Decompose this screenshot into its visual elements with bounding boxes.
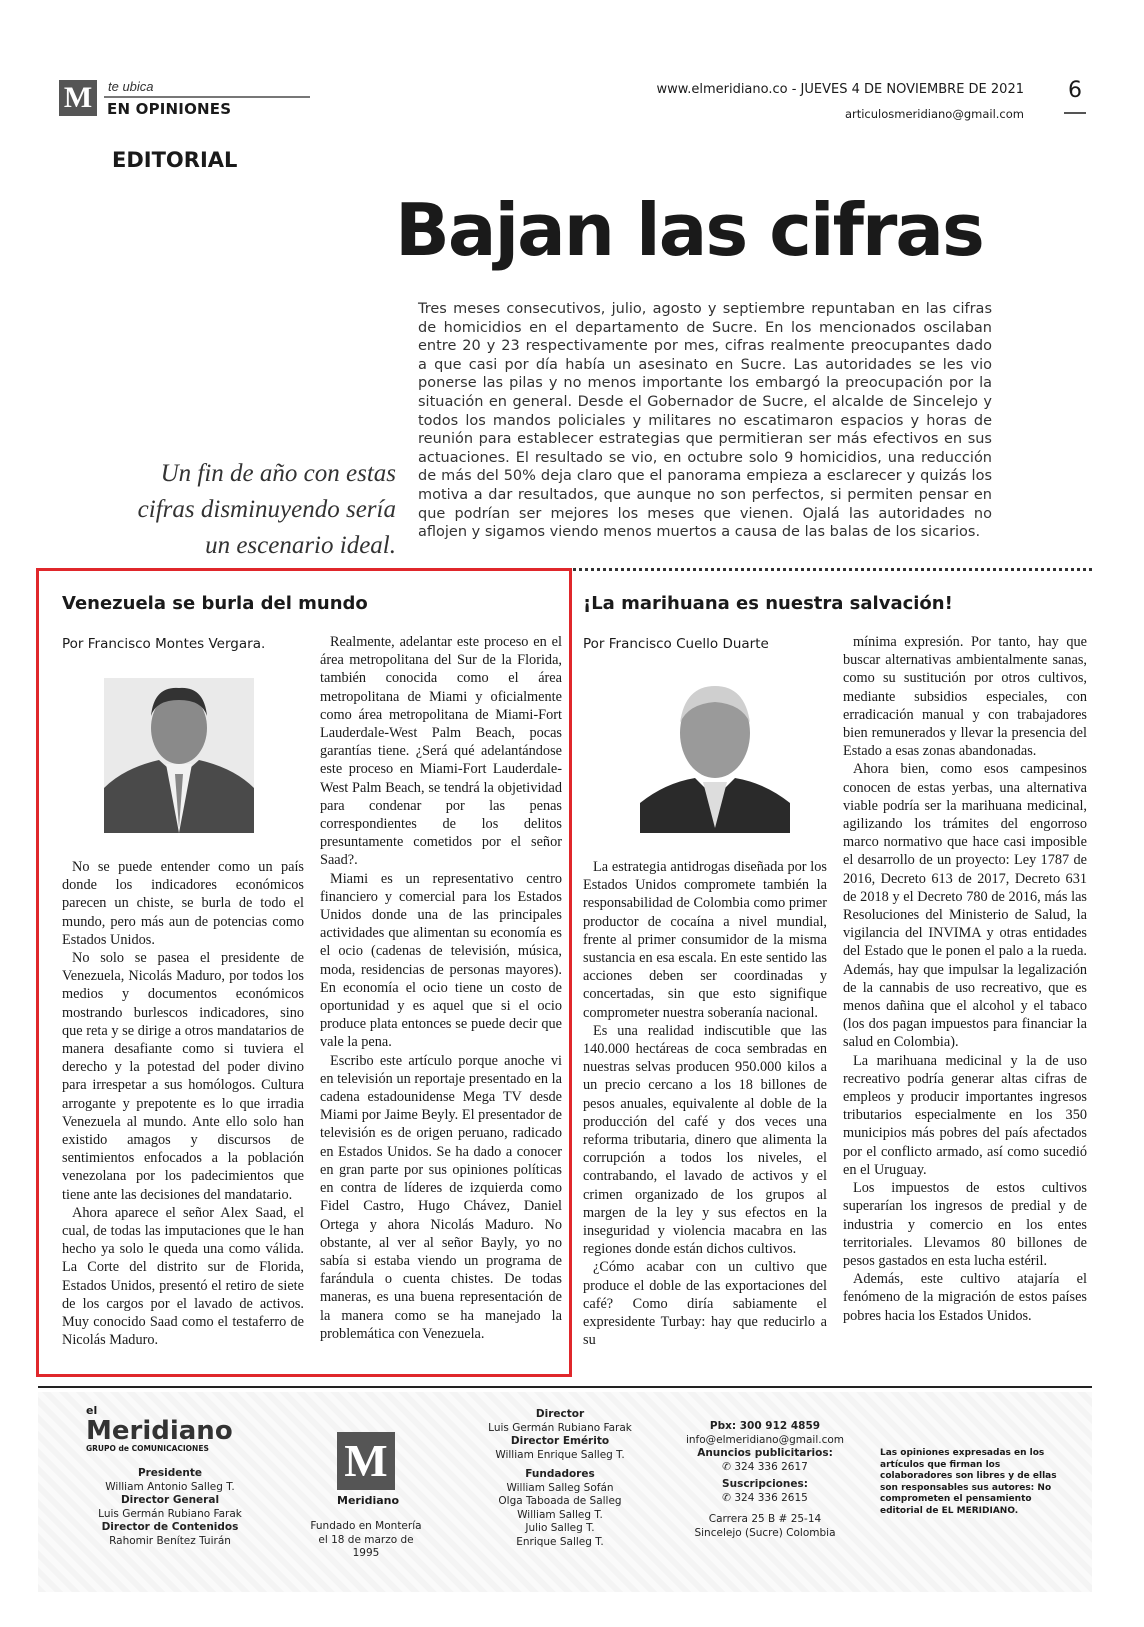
director-emerito: William Enrique Salleg T. — [495, 1448, 625, 1461]
paragraph: No se puede entender como un país donde los indicadores económicos parecen un chiste, se burla de todo el mundo, pero más aun de potencias como Estados Unidos. — [62, 859, 304, 948]
paragraph: Escribo este artículo porque anoche vi en televisión un reportaje presentado en la cadena estadounidense Mega TV desde Miami por Jaime Beyly. El presentador de televisión es de origen peruano, radicado en Estados Unidos. Se ha dado a conocer en gran parte por sus opiniones políticas en contra de líderes de izquierda como Fidel Castro, Hugo Chávez, Daniel Ortega y ahora Nicolás Maduro. No obstante, al ver al señor Bayly, yo no sabía si estaba viendo un programa de farándula o cuenta chistes. De todas maneras, es una buena representación de la manera como se ha manejado la problemática con Venezuela. — [320, 1052, 562, 1342]
article-marihuana-col2 — [843, 633, 1087, 1325]
article-venezuela-col1 — [62, 858, 304, 1349]
fundador: William Salleg T. — [517, 1508, 603, 1521]
footer-rule — [38, 1386, 1092, 1388]
brand-name: Meridiano — [86, 1415, 233, 1446]
paragraph: Ahora bien, como esos campesinos conocen de estas yerbas, una alternativa viable podría ser la marihuana medicinal, agilizando los trámites del engorroso marco normativo que hace casi imposible el desarrollo de un proyecto: Ley 1787 de 2016, Decreto 613 de 2017, Decreto 631 de 2018 y el Decreto 780 de 2016, más las Resoluciones del Ministerio de Salud, la vigilancia del INVIMA y otras entidades del Estado que le ponen el palo a la rueda. Además, hay que impulsar la legalización de la cannabis de uso recreativo, que es menos dañina que el alcohol y el tabaco (los dos pagan impuestos para financiar la salud en Colombia). — [843, 761, 1087, 1051]
footer-brand — [86, 1404, 236, 1453]
fundador: Julio Salleg T. — [525, 1522, 595, 1534]
brand-logo: M — [59, 80, 97, 116]
footer-contact — [680, 1420, 850, 1540]
anuncios-label: Anuncios publicitarios: — [697, 1447, 833, 1459]
disclaimer: Las opiniones expresadas en los artículos que firman los colaboradores son libres y de ellas son responsables sus autores: No comprometen el pensamiento editorial de EL MERIDIANO. — [880, 1448, 1057, 1516]
dateline: www.elmeridiano.co - JUEVES 4 DE NOVIEMBRE DE 2021 — [656, 82, 1024, 97]
pbx: Pbx: 300 912 4859 — [709, 1420, 821, 1432]
director-emerito-label: Director Emérito — [510, 1435, 610, 1447]
fundador: William Salleg Sofán — [506, 1481, 614, 1494]
whatsapp-icon: ✆ — [722, 1460, 731, 1473]
address: Carrera 25 B # 25-14 — [708, 1513, 822, 1525]
page-number-rule — [1064, 112, 1086, 114]
director-general-label: Director General — [120, 1494, 220, 1506]
whatsapp-icon: ✆ — [722, 1491, 731, 1504]
section-label: EN OPINIONES — [107, 100, 232, 118]
director-general: Luis Germán Rubiano Farak — [98, 1507, 242, 1520]
paragraph: Los impuestos de estos cultivos superarían los ingresos de predial y de industria y comercio en los entes territoriales. Llevamos 80 billones de pesos gastados en esta lucha estéril. — [843, 1180, 1087, 1269]
byline-cuello: Por Francisco Cuello Duarte — [583, 636, 769, 652]
paragraph: La marihuana medicinal y la de uso recreativo podría generar altas cifras de empleos y producir importantes ingresos tributarios especialmente en los 350 municipios más pobres del país afectados por el conflicto armado, así como sucedió en el Uruguay. — [843, 1052, 1087, 1178]
city: Sincelejo (Sucre) Colombia — [694, 1526, 836, 1539]
footer-staff-center — [460, 1408, 660, 1549]
presidente-label: Presidente — [137, 1467, 203, 1479]
article-venezuela-col2 — [320, 633, 562, 1343]
founded-note: Fundado en Montería el 18 de marzo de 1995 — [310, 1520, 422, 1559]
footer-staff-left — [70, 1467, 270, 1548]
director-contenidos: Rahomir Benítez Tuirán — [109, 1534, 231, 1547]
suscripciones-label: Suscripciones: — [722, 1478, 808, 1490]
paragraph: Es una realidad indiscutible que las 140.000 hectáreas de coca sembradas en nuestras selvas producen 950.000 kilos a un precio cercano a los 18 billones de pesos anuales, equivalente al doble de la producción del café y dos veces una reforma tributaria, dinero que alimenta la corrupción a todos los niveles, el contrabando, el lavado de activos y el crimen organizado de los grupos al margen de la ley y sus efectos en la inseguridad y violencia macabra en las regiones donde están dichos cultivos. — [583, 1022, 827, 1258]
anuncios-phone: 324 336 2617 — [734, 1460, 808, 1473]
byline-montes: Por Francisco Montes Vergara. — [62, 636, 266, 652]
paragraph: Realmente, adelantar este proceso en el área metropolitana del Sur de la Florida, también conocida como el área metropolitana de Miami y oficialmente como área metropolitana de Miami-Fort Lauderdale-West Palm Beach, pocas garantías tiene. ¿Será qué adelantándose este proceso en Miami-Fort Lauderdale-West Palm Beach, se tendrá la objetividad para condenar por las penas correspondientes de los delitos presuntamente cometidos por el señor Saad?. — [320, 634, 562, 869]
paragraph: mínima expresión. Por tanto, hay que buscar alternativas ambientalmente sanas, como su sustitución por otros cultivos, mediante subsidios especiales, con erradicación manual y con trabajadores bien remunerados y llevar la presencia del Estado a esas zonas abandonadas. — [843, 634, 1087, 760]
article-title-marihuana: ¡La marihuana es nuestra salvación! — [583, 593, 953, 614]
paragraph: La estrategia antidrogas diseñada por los Estados Unidos compromete también la responsabilidad de Colombia como primer productor de cocaína a nivel mundial, frente al primer consumidor de la misma sustancia en esa escala. En este sentido las acciones deben ser coordinadas y concertadas, sin que esto signifique comprometer nuestra soberanía nacional. — [583, 859, 827, 1021]
paragraph: No solo se pasea el presidente de Venezuela, Nicolás Maduro, por todos los medios y documentos económicos mostrando burlescos indicadores, sino que reta y se dirige a otros mandatarios de manera desafiante como si tuviera el derecho y la potestad del poder divino para irrespetar a sus homólogos. Cultura arrogante y prepotente es lo que irradia Venezuela al mundo. Ante ello solo han existido amagos y discursos de sentimientos enfocados a la población venezolana por los padecimientos que tiene ante las decisiones del mandatario. — [62, 950, 304, 1203]
fundador: Enrique Salleg T. — [516, 1535, 604, 1548]
director: Luis Germán Rubiano Farak — [488, 1421, 632, 1434]
page-number: 6 — [1068, 78, 1082, 103]
paragraph: Ahora aparece el señor Alex Saad, el cual, de todas las imputaciones que le han hecho ya solo le queda una como válida. La Corte del distrito sur de Florida, Estados Unidos, presentó el retiro de siete de los cargos por el lavado de activos. Muy conocido Saad como el testaferro de Nicolás Maduro. — [62, 1204, 304, 1349]
presidente: William Antonio Salleg T. — [105, 1480, 235, 1493]
contact-email: articulosmeridiano@gmail.com — [844, 107, 1024, 121]
tagline: te ubica — [108, 79, 154, 94]
footer-logo-name: Meridiano — [337, 1494, 400, 1507]
paragraph: Además, este cultivo atajaría el fenómeno de la migración de estos países pobres hacia los Estados Unidos. — [843, 1271, 1087, 1324]
footer-logo: M — [337, 1432, 395, 1490]
editorial-lead: Tres meses consecutivos, julio, agosto y septiembre repuntaban en las cifras de homicidios en el departamento de Sucre. En los mencionados oscilaban entre 20 y 23 respectivamente por mes, cifras realmente preocupantes dado a que casi por día había un asesinato en Sucre. Las autoridades se les vio ponerse las pilas y no menos importante los embargó la preocupación por la situación en general. Desde el Gobernador de Sucre, el alcalde de Sincelejo y todos los mandos policiales y militares no escatimaron espacios y horas de reunión para establecer estrategias que permitieran ser más efectivos en sus actuaciones. El resultado se vio, en octubre solo 9 homicidios, una reducción de más del 50% deja claro que el panorama empieza a esclarecer y quizás los motiva a dar resultados, que aunque no son perfectos, si permiten pensar en que podrían ser mejores los meses que vienen. Ojalá las autoridades no aflojen y sigamos viendo menos muertos a causa de las balas de los sicarios. — [418, 301, 992, 541]
article-marihuana-col1 — [583, 858, 827, 1349]
paragraph: ¿Cómo acabar con un cultivo que produce el doble de las exportaciones del café? Como diría sabiamente el expresidente Turbay: hay que reducirlo a su — [583, 1259, 827, 1349]
fundador: Olga Taboada de Salleg — [498, 1495, 622, 1507]
article-title-venezuela: Venezuela se burla del mundo — [62, 593, 368, 614]
brand-el: el — [86, 1404, 98, 1417]
suscripciones-phone: 324 336 2615 — [734, 1491, 808, 1504]
footer-email: info@elmeridiano@gmail.com — [685, 1433, 844, 1446]
fundadores-label: Fundadores — [525, 1468, 595, 1480]
pullquote: Un fin de año con estas cifras disminuyendo sería un escenario ideal. — [137, 460, 396, 559]
author-photo-montes — [104, 678, 254, 833]
brand-group: GRUPO de COMUNICACIONES — [86, 1443, 209, 1453]
director-contenidos-label: Director de Contenidos — [101, 1521, 239, 1533]
paragraph: Miami es un representativo centro financiero y comercial para los Estados Unidos donde una de las principales actividades que alimentan su economía es el ocio (cadenas de televisión, música, moda, residencias de personas mayores). En economía el ocio tiene un costo de oportunidad y es aquel que si el ocio produce plata entonces se puede decir que vale la pena. — [320, 870, 562, 1051]
header-rule — [104, 96, 310, 98]
director-label: Director — [535, 1408, 585, 1420]
author-photo-cuello — [640, 678, 790, 833]
editorial-kicker: EDITORIAL — [112, 148, 238, 172]
editorial-headline: Bajan las cifras — [395, 188, 983, 272]
